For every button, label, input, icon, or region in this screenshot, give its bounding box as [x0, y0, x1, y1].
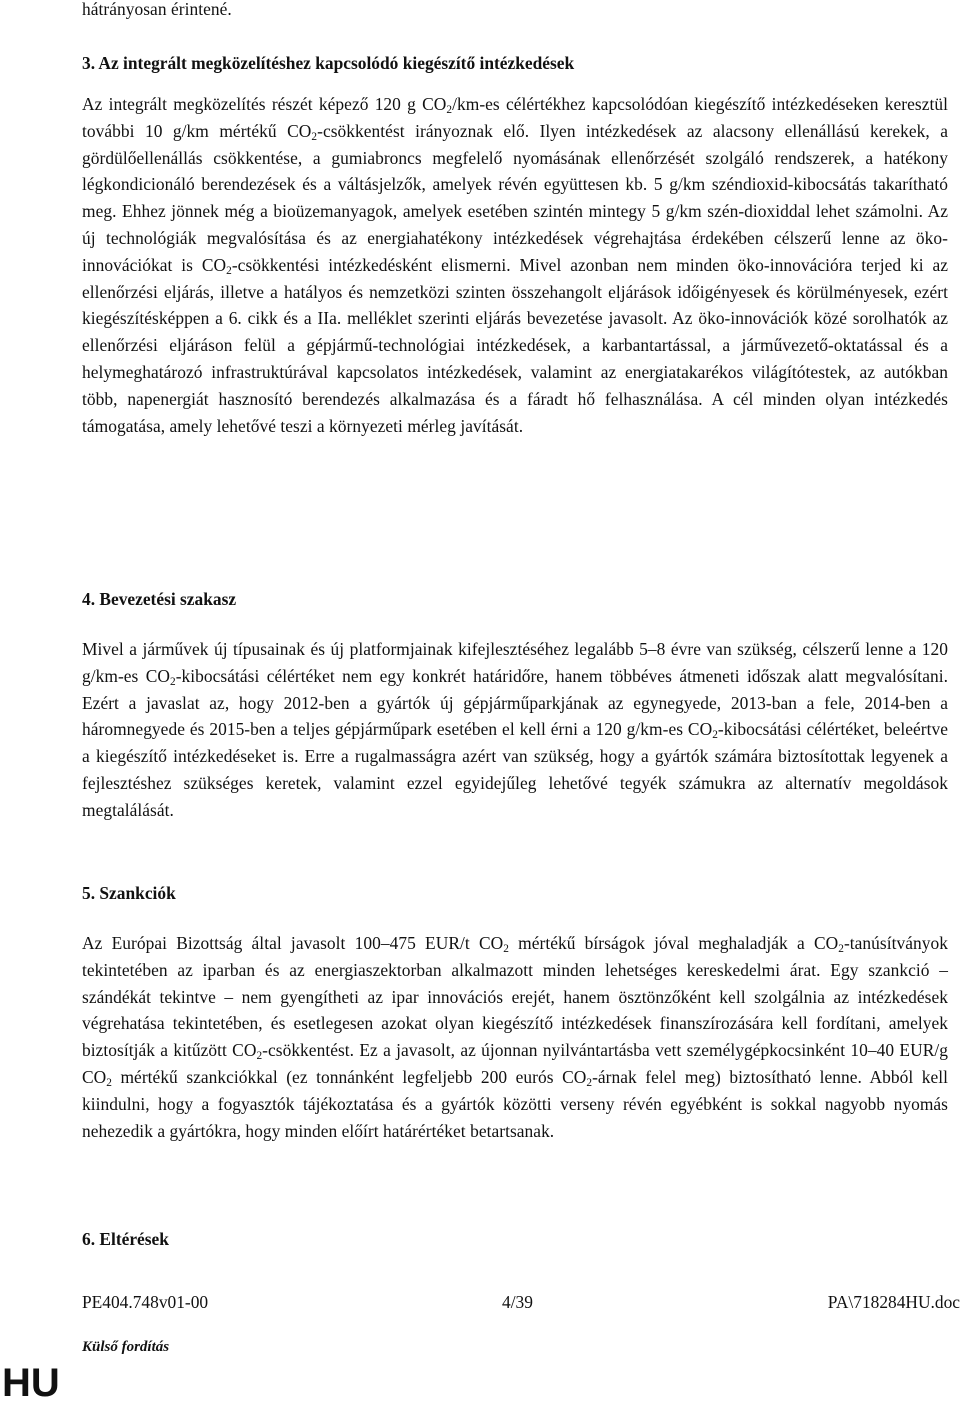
section-5-paragraph: Az Európai Bizottság által javasolt 100–475 EUR/t $CO_2$ mértékű bírságok jóval meghaladják a $CO_2$-tanúsítványok tekintetében az iparban és az energiaszektorban alkalmazott minden lehetséges kereskedelmi árat. Egy szankció – szándékát tekintve – nem gyengítheti az ipar innovációs erejét, hanem ösztönzőként kell szolgálnia az intézkedések végrehatása tekintetében, és esetlegesen azokat olyan kiegészítő intézkedések finanszírozására kell fordítani, amelyek biztosítják a kitűzött $CO_2$-csökkentést. Ez a javasolt, az újonnan nyilvántartásba vett személygépkocsinként 10–40 EUR/g $CO_2$ mértékű szankciókkal (ez tonnánként legfeljebb 200 eurós $CO_2$-árnak felel meg) biztosítható lenne. Abból kell kiindulni, hogy a fogyasztók tájékoztatása és a gyártók közötti verseny révén egyébként is sokkal nagyobb nyomás nehezedik a gyártókra, hogy minden előírt határértéket betartsanak.	[82, 933, 948, 1141]
file-reference: PA\718284HU.doc	[827, 1292, 960, 1312]
page-number: 4/39	[502, 1292, 533, 1312]
section-3-heading: 3. Az integrált megközelítéshez kapcsolódó kiegészítő intézkedések	[82, 53, 575, 73]
section-3-paragraph: Az integrált megközelítés részét képező 120 g $CO_2/km-es$ célértékhez kapcsolódóan kiegészítő intézkedéseken keresztül további 10 g/km mértékű $CO_2$-csökkentést irányoznak elő. Ilyen intézkedések az alacsony ellenállású kerekek, a gördülőellenállás csökkentése, a gumiabroncs megfelelő nyomásának ellenőrzését szolgáló rendszerek, a hatékony légkondicionáló berendezések és a váltásjelzők, amelyek révén együttesen kb. 5 g/km széndioxid-kibocsátás takarítható meg. Ehhez jönnek még a bioüzemanyagok, amelyek esetében szintén mintegy 5 g/km szén-dioxiddal lehet számolni. Az új technológiák megvalósítása és az energiahatékony intézkedések végrehajtása érdekében célszerű lenne az öko-innovációkat is $CO_2$-csökkentési intézkedésként elismerni. Mivel azonban nem minden öko-innovációra terjed ki az ellenőrzési eljárás, illetve a hatályos és nemzetközi szinten összehangolt eljárások időigényesek és körülményesek, ezért kiegészítésképpen a 6. cikk és a IIa. melléklet szerinti eljárás bevezetése javasolt. Az öko-innovációk közé sorolhatók az ellenőrzési eljáráson felül a gépjármű-technológiai intézkedések, a karbantartással, a járművezető-oktatással és a helymeghatározó infrastruktúrával kapcsolatos intézkedések, valamint az energiatakarékos világítótestek, az autókban több, napenergiát hasznosító berendezés alkalmazása és a fáradt hő felhasználása. A cél minden olyan intézkedés támogatása, amely lehetővé teszi a környezeti mérleg javítását.	[82, 94, 949, 436]
section-6-heading: 6. Eltérések	[82, 1229, 169, 1249]
document-reference: PE404.748v01-00	[82, 1292, 209, 1312]
language-code: HU	[2, 1361, 60, 1405]
top-fragment: hátrányosan érintené.	[82, 0, 232, 19]
section-5-heading: 5. Szankciók	[82, 883, 176, 903]
translation-note: Külső fordítás	[82, 1339, 170, 1355]
section-4-paragraph: Mivel a járművek új típusainak és új platformjainak kifejlesztéséhez legalább 5–8 évre van szükség, célszerű lenne a 120 g/km-es $CO_2$-kibocsátási célértéket nem egy konkrét határidőre, hanem többéves átmeneti időszak alatt megvalósítani. Ezért a javaslat az, hogy 2012-ben a gyártók új gépjárműparkjának az egynegyede, 2013-ban a fele, 2014-ben a háromnegyede és 2015-ben a teljes gépjárműpark esetében el kell érni a 120 g/km-es $CO_2$-kibocsátási célértéket, beleértve a kiegészítő intézkedéseket is. Erre a rugalmasságra azért van szükség, hogy a gyártók számára biztosítottak legyenek a fejlesztéshez szükséges keretek, valamint ezzel egyidejűleg lehetővé tegyék számukra az alternatív megoldások megtalálását.	[82, 639, 948, 820]
section-4-heading: 4. Bevezetési szakasz	[82, 589, 237, 609]
